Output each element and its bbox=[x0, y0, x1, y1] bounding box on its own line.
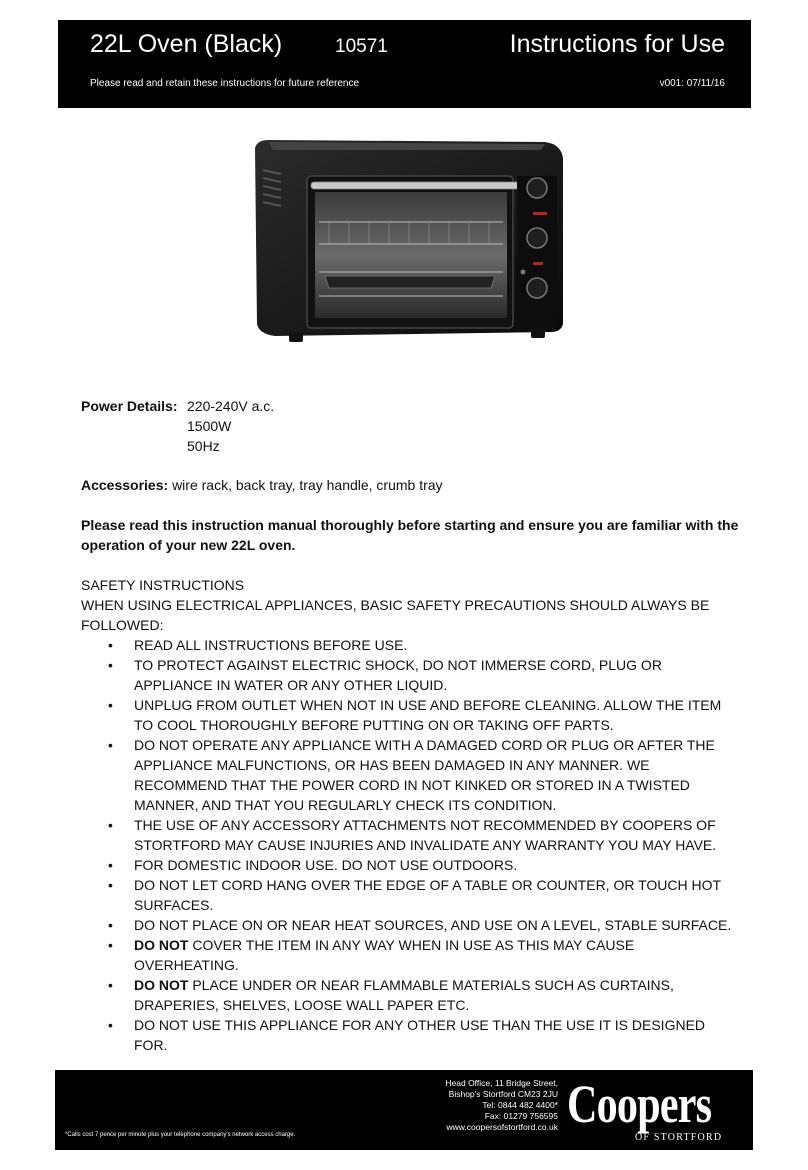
safety-item: • DO NOT PLACE ON OR NEAR HEAT SOURCES, AND USE ON A LEVEL, STABLE SURFACE. bbox=[81, 915, 741, 935]
accessories-label: Accessories: bbox=[81, 477, 169, 493]
product-code: 10571 bbox=[335, 36, 388, 57]
version-label: v001: 07/11/16 bbox=[659, 78, 725, 89]
intro-paragraph: Please read this instruction manual thoroughly before starting and ensure you are familiar with the operation of your new 22L oven. bbox=[81, 517, 739, 553]
power-wattage: 1500W bbox=[187, 418, 232, 434]
power-details-label: Power Details: bbox=[81, 398, 178, 414]
oven-illustration bbox=[245, 136, 567, 356]
safety-lead: WHEN USING ELECTRICAL APPLIANCES, BASIC SAFETY PRECAUTIONS SHOULD ALWAYS BE FOLLOWED: bbox=[81, 597, 710, 633]
coopers-logo: Coopers bbox=[567, 1074, 712, 1134]
product-title: 22L Oven (Black) bbox=[90, 30, 283, 58]
safety-item: • TO PROTECT AGAINST ELECTRIC SHOCK, DO NOT IMMERSE CORD, PLUG OR APPLIANCE IN WATER OR ANY OTHER LIQUID. bbox=[81, 655, 741, 695]
accessories-value: wire rack, back tray, tray handle, crumb tray bbox=[172, 477, 443, 493]
safety-heading: SAFETY INSTRUCTIONS bbox=[81, 577, 245, 593]
safety-item: • UNPLUG FROM OUTLET WHEN NOT IN USE AND BEFORE CLEANING. ALLOW THE ITEM TO COOL THOROUGHLY BEFORE PUTTING ON OR TAKING OFF PARTS. bbox=[81, 695, 741, 735]
document-type: Instructions for Use bbox=[509, 30, 725, 58]
accessories bbox=[81, 475, 741, 495]
safety-item: • THE USE OF ANY ACCESSORY ATTACHMENTS NOT RECOMMENDED BY COOPERS OF STORTFORD MAY CAUSE INJURIES AND INVALIDATE ANY WARRANTY YOU MAY HAVE. bbox=[81, 815, 741, 855]
power-details bbox=[81, 396, 741, 456]
safety-item: • DO NOT PLACE UNDER OR NEAR FLAMMABLE MATERIALS SUCH AS CURTAINS, DRAPERIES, SHELVES, LOOSE WALL PAPER ETC. bbox=[81, 975, 741, 1015]
safety-item: • DO NOT OPERATE ANY APPLIANCE WITH A DAMAGED CORD OR PLUG OR AFTER THE APPLIANCE MALFUNCTIONS, OR HAS BEEN DAMAGED IN ANY MANNER. WE RECOMMEND THAT THE POWER CORD IN NOT KINKED OR STORED IN A TWISTED MANNER, AND THAT YOU REGULARLY CHECK ITS CONDITION. bbox=[81, 735, 741, 815]
header-band bbox=[58, 20, 751, 108]
safety-item: • FOR DOMESTIC INDOOR USE. DO NOT USE OUTDOORS. bbox=[81, 855, 741, 875]
head-office-address: Head Office, 11 Bridge Street, Bishop's Stortford CM23 2JU Tel: 0844 482 4400* Fax: 01279 756595 www.coopersofstortford.co.uk bbox=[445, 1078, 558, 1132]
logo-subtitle: OF STORTFORD bbox=[635, 1132, 723, 1143]
safety-item: • DO NOT LET CORD HANG OVER THE EDGE OF A TABLE OR COUNTER, OR TOUCH HOT SURFACES. bbox=[81, 875, 741, 915]
retain-note: Please read and retain these instructions for future reference bbox=[90, 78, 360, 89]
safety-list bbox=[81, 635, 741, 1055]
call-cost-note: *Calls cost 7 pence per minute plus your telephone company's network access charge. bbox=[65, 1132, 296, 1138]
footer-band bbox=[55, 1070, 753, 1150]
power-frequency: 50Hz bbox=[187, 438, 220, 454]
safety-item: • DO NOT COVER THE ITEM IN ANY WAY WHEN IN USE AS THIS MAY CAUSE OVERHEATING. bbox=[81, 935, 741, 975]
power-values bbox=[187, 396, 274, 456]
instructions-body bbox=[81, 396, 741, 1055]
safety-item: • READ ALL INSTRUCTIONS BEFORE USE. bbox=[81, 635, 741, 655]
power-voltage: 220-240V a.c. bbox=[187, 398, 275, 414]
website-link[interactable]: www.coopersofstortford.co.uk bbox=[446, 1122, 558, 1132]
safety-item: • DO NOT USE THIS APPLIANCE FOR ANY OTHER USE THAN THE USE IT IS DESIGNED FOR. bbox=[81, 1015, 741, 1055]
